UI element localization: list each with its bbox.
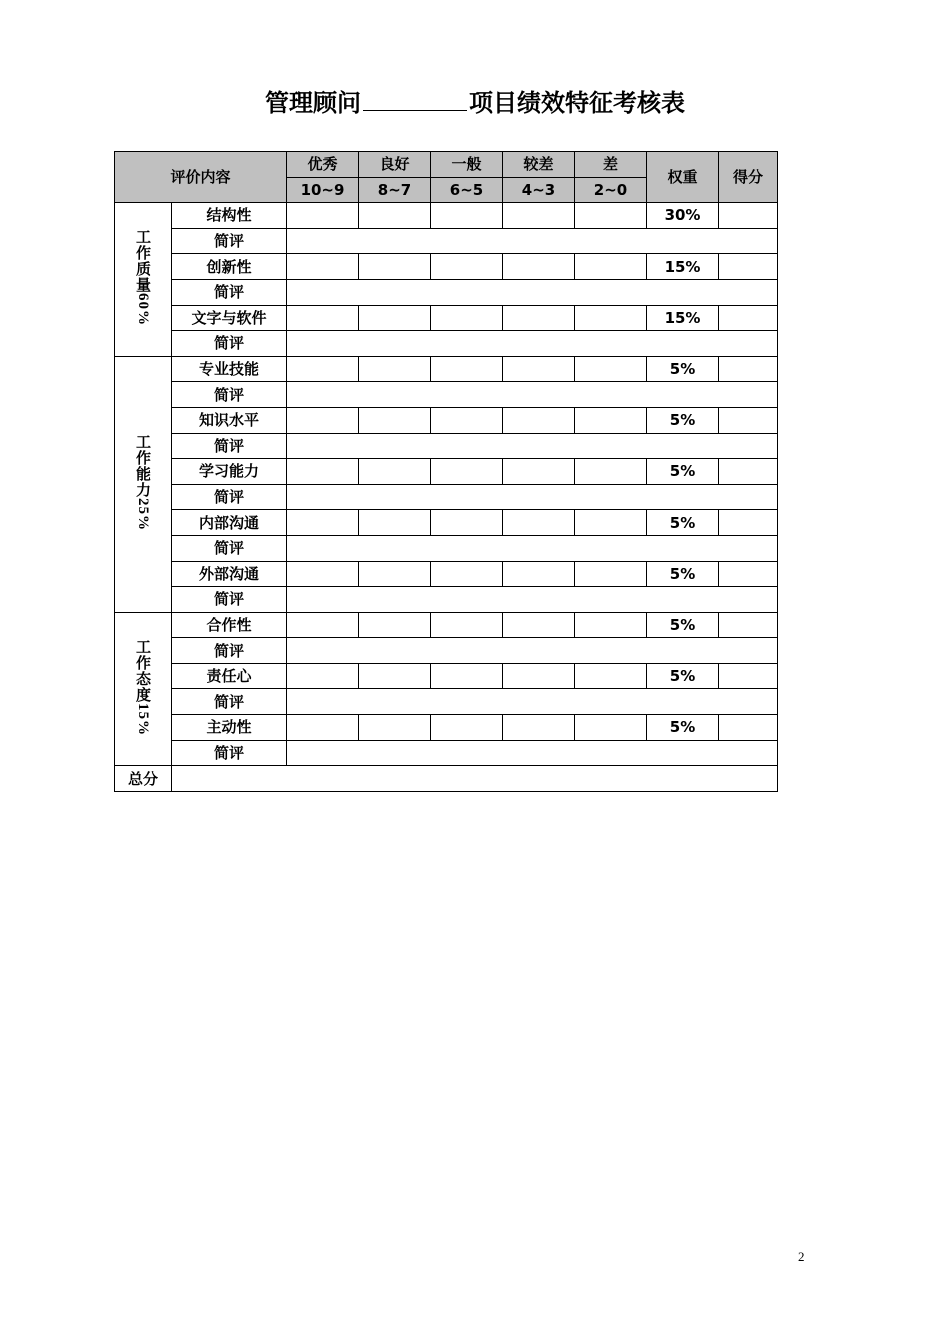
weight-cell: 15% — [647, 254, 719, 280]
score-cell[interactable] — [719, 407, 778, 433]
grade-cell-poor[interactable] — [503, 561, 575, 587]
item-name: 外部沟通 — [172, 561, 287, 587]
title-blank-line[interactable] — [363, 88, 467, 111]
table-row — [115, 407, 778, 433]
page-title — [0, 83, 950, 118]
grade-cell-good[interactable] — [359, 510, 431, 536]
comment-field[interactable] — [287, 638, 778, 664]
grade-cell-poor[interactable] — [503, 305, 575, 331]
grade-cell-good[interactable] — [359, 715, 431, 741]
grade-cell-poor[interactable] — [503, 663, 575, 689]
grade-cell-excellent[interactable] — [287, 510, 359, 536]
total-row — [115, 766, 778, 792]
grade-cell-bad[interactable] — [575, 203, 647, 229]
comment-label: 简评 — [172, 279, 287, 305]
grade-cell-excellent[interactable] — [287, 356, 359, 382]
comment-label: 简评 — [172, 331, 287, 357]
table-row — [115, 203, 778, 229]
grade-cell-average[interactable] — [431, 459, 503, 485]
category-percent: 25% — [135, 498, 151, 532]
grade-cell-average[interactable] — [431, 356, 503, 382]
grade-cell-poor[interactable] — [503, 203, 575, 229]
grade-cell-excellent[interactable] — [287, 459, 359, 485]
category-cell-attitude — [115, 612, 172, 766]
grade-cell-good[interactable] — [359, 305, 431, 331]
score-cell[interactable] — [719, 203, 778, 229]
grade-cell-bad[interactable] — [575, 663, 647, 689]
evaluation-table — [114, 151, 778, 792]
item-name: 知识水平 — [172, 407, 287, 433]
header-content-label: 评价内容 — [115, 152, 287, 203]
comment-label: 简评 — [172, 228, 287, 254]
item-name: 结构性 — [172, 203, 287, 229]
table-row — [115, 433, 778, 459]
item-name: 合作性 — [172, 612, 287, 638]
weight-cell: 5% — [647, 510, 719, 536]
category-name: 工作态度 — [134, 638, 152, 703]
table-row — [115, 587, 778, 613]
category-name: 工作能力 — [134, 434, 152, 499]
grade-cell-bad[interactable] — [575, 356, 647, 382]
score-cell[interactable] — [719, 510, 778, 536]
table-row — [115, 715, 778, 741]
header-grade-label: 良好 — [359, 152, 431, 178]
grade-cell-excellent[interactable] — [287, 715, 359, 741]
score-cell[interactable] — [719, 305, 778, 331]
comment-field[interactable] — [287, 279, 778, 305]
score-cell[interactable] — [719, 561, 778, 587]
score-cell[interactable] — [719, 459, 778, 485]
item-name: 主动性 — [172, 715, 287, 741]
comment-field[interactable] — [287, 587, 778, 613]
table-row — [115, 254, 778, 280]
table-row — [115, 663, 778, 689]
header-grade-label: 优秀 — [287, 152, 359, 178]
grade-cell-excellent[interactable] — [287, 203, 359, 229]
item-name: 专业技能 — [172, 356, 287, 382]
table-row — [115, 638, 778, 664]
score-cell[interactable] — [719, 254, 778, 280]
table-body — [115, 203, 778, 792]
header-weight-label: 权重 — [647, 152, 719, 203]
comment-label: 简评 — [172, 433, 287, 459]
grade-cell-bad[interactable] — [575, 561, 647, 587]
table-row — [115, 535, 778, 561]
weight-cell: 5% — [647, 561, 719, 587]
comment-label: 简评 — [172, 535, 287, 561]
header-score-label: 得分 — [719, 152, 778, 203]
table-row — [115, 279, 778, 305]
grade-cell-average[interactable] — [431, 510, 503, 536]
comment-field[interactable] — [287, 382, 778, 408]
comment-label: 简评 — [172, 484, 287, 510]
table-row — [115, 305, 778, 331]
table-row — [115, 740, 778, 766]
weight-cell: 5% — [647, 715, 719, 741]
grade-cell-average[interactable] — [431, 203, 503, 229]
grade-cell-good[interactable] — [359, 254, 431, 280]
grade-cell-good[interactable] — [359, 663, 431, 689]
grade-cell-good[interactable] — [359, 459, 431, 485]
weight-cell: 5% — [647, 407, 719, 433]
title-suffix: 项目绩效特征考核表 — [469, 89, 685, 117]
grade-cell-average[interactable] — [431, 663, 503, 689]
score-cell[interactable] — [719, 356, 778, 382]
item-name: 创新性 — [172, 254, 287, 280]
comment-field[interactable] — [287, 331, 778, 357]
header-grade-range: 8~7 — [359, 177, 431, 203]
grade-cell-excellent[interactable] — [287, 407, 359, 433]
grade-cell-average[interactable] — [431, 305, 503, 331]
score-cell[interactable] — [719, 715, 778, 741]
table-row — [115, 459, 778, 485]
header-grade-range: 10~9 — [287, 177, 359, 203]
item-name: 学习能力 — [172, 459, 287, 485]
table-row — [115, 612, 778, 638]
comment-field[interactable] — [287, 689, 778, 715]
header-grade-label: 一般 — [431, 152, 503, 178]
grade-cell-bad[interactable] — [575, 459, 647, 485]
grade-cell-average[interactable] — [431, 561, 503, 587]
grade-cell-good[interactable] — [359, 612, 431, 638]
weight-cell: 5% — [647, 356, 719, 382]
table-row — [115, 510, 778, 536]
header-grade-range: 2~0 — [575, 177, 647, 203]
grade-cell-poor[interactable] — [503, 407, 575, 433]
item-name: 文字与软件 — [172, 305, 287, 331]
grade-cell-average[interactable] — [431, 407, 503, 433]
grade-cell-poor[interactable] — [503, 459, 575, 485]
comment-field[interactable] — [287, 740, 778, 766]
grade-cell-good[interactable] — [359, 561, 431, 587]
grade-cell-poor[interactable] — [503, 715, 575, 741]
table-row — [115, 689, 778, 715]
category-percent: 60% — [135, 293, 151, 327]
grade-cell-bad[interactable] — [575, 305, 647, 331]
page-number: 2 — [798, 1249, 805, 1264]
grade-cell-poor[interactable] — [503, 510, 575, 536]
comment-label: 简评 — [172, 740, 287, 766]
grade-cell-average[interactable] — [431, 612, 503, 638]
comment-field[interactable] — [287, 433, 778, 459]
weight-cell: 15% — [647, 305, 719, 331]
score-cell[interactable] — [719, 663, 778, 689]
table-row — [115, 484, 778, 510]
header-grade-range: 4~3 — [503, 177, 575, 203]
total-label: 总分 — [115, 766, 172, 792]
comment-field[interactable] — [287, 484, 778, 510]
header-grade-label: 差 — [575, 152, 647, 178]
header-grade-label: 较差 — [503, 152, 575, 178]
table-row — [115, 331, 778, 357]
comment-label: 简评 — [172, 638, 287, 664]
weight-cell: 5% — [647, 663, 719, 689]
comment-label: 简评 — [172, 689, 287, 715]
comment-field[interactable] — [287, 535, 778, 561]
total-field[interactable] — [172, 766, 778, 792]
grade-cell-excellent[interactable] — [287, 663, 359, 689]
table-row — [115, 228, 778, 254]
grade-cell-bad[interactable] — [575, 254, 647, 280]
table-header — [115, 152, 778, 203]
title-prefix: 管理顾问 — [265, 89, 361, 117]
grade-cell-poor[interactable] — [503, 612, 575, 638]
grade-cell-good[interactable] — [359, 407, 431, 433]
category-cell-quality — [115, 203, 172, 357]
grade-cell-bad[interactable] — [575, 612, 647, 638]
grade-cell-good[interactable] — [359, 356, 431, 382]
grade-cell-average[interactable] — [431, 254, 503, 280]
header-grade-range: 6~5 — [431, 177, 503, 203]
grade-cell-bad[interactable] — [575, 510, 647, 536]
grade-cell-bad[interactable] — [575, 715, 647, 741]
weight-cell: 5% — [647, 459, 719, 485]
comment-field[interactable] — [287, 228, 778, 254]
table-row — [115, 356, 778, 382]
grade-cell-bad[interactable] — [575, 407, 647, 433]
grade-cell-average[interactable] — [431, 715, 503, 741]
item-name: 内部沟通 — [172, 510, 287, 536]
grade-cell-excellent[interactable] — [287, 612, 359, 638]
category-percent: 15% — [135, 702, 151, 736]
grade-cell-good[interactable] — [359, 203, 431, 229]
grade-cell-poor[interactable] — [503, 356, 575, 382]
grade-cell-poor[interactable] — [503, 254, 575, 280]
category-name: 工作质量 — [134, 229, 152, 294]
grade-cell-excellent[interactable] — [287, 561, 359, 587]
comment-label: 简评 — [172, 382, 287, 408]
comment-label: 简评 — [172, 587, 287, 613]
table-row — [115, 382, 778, 408]
weight-cell: 5% — [647, 612, 719, 638]
weight-cell: 30% — [647, 203, 719, 229]
grade-cell-excellent[interactable] — [287, 305, 359, 331]
grade-cell-excellent[interactable] — [287, 254, 359, 280]
item-name: 责任心 — [172, 663, 287, 689]
category-cell-ability — [115, 356, 172, 612]
score-cell[interactable] — [719, 612, 778, 638]
table-row — [115, 561, 778, 587]
